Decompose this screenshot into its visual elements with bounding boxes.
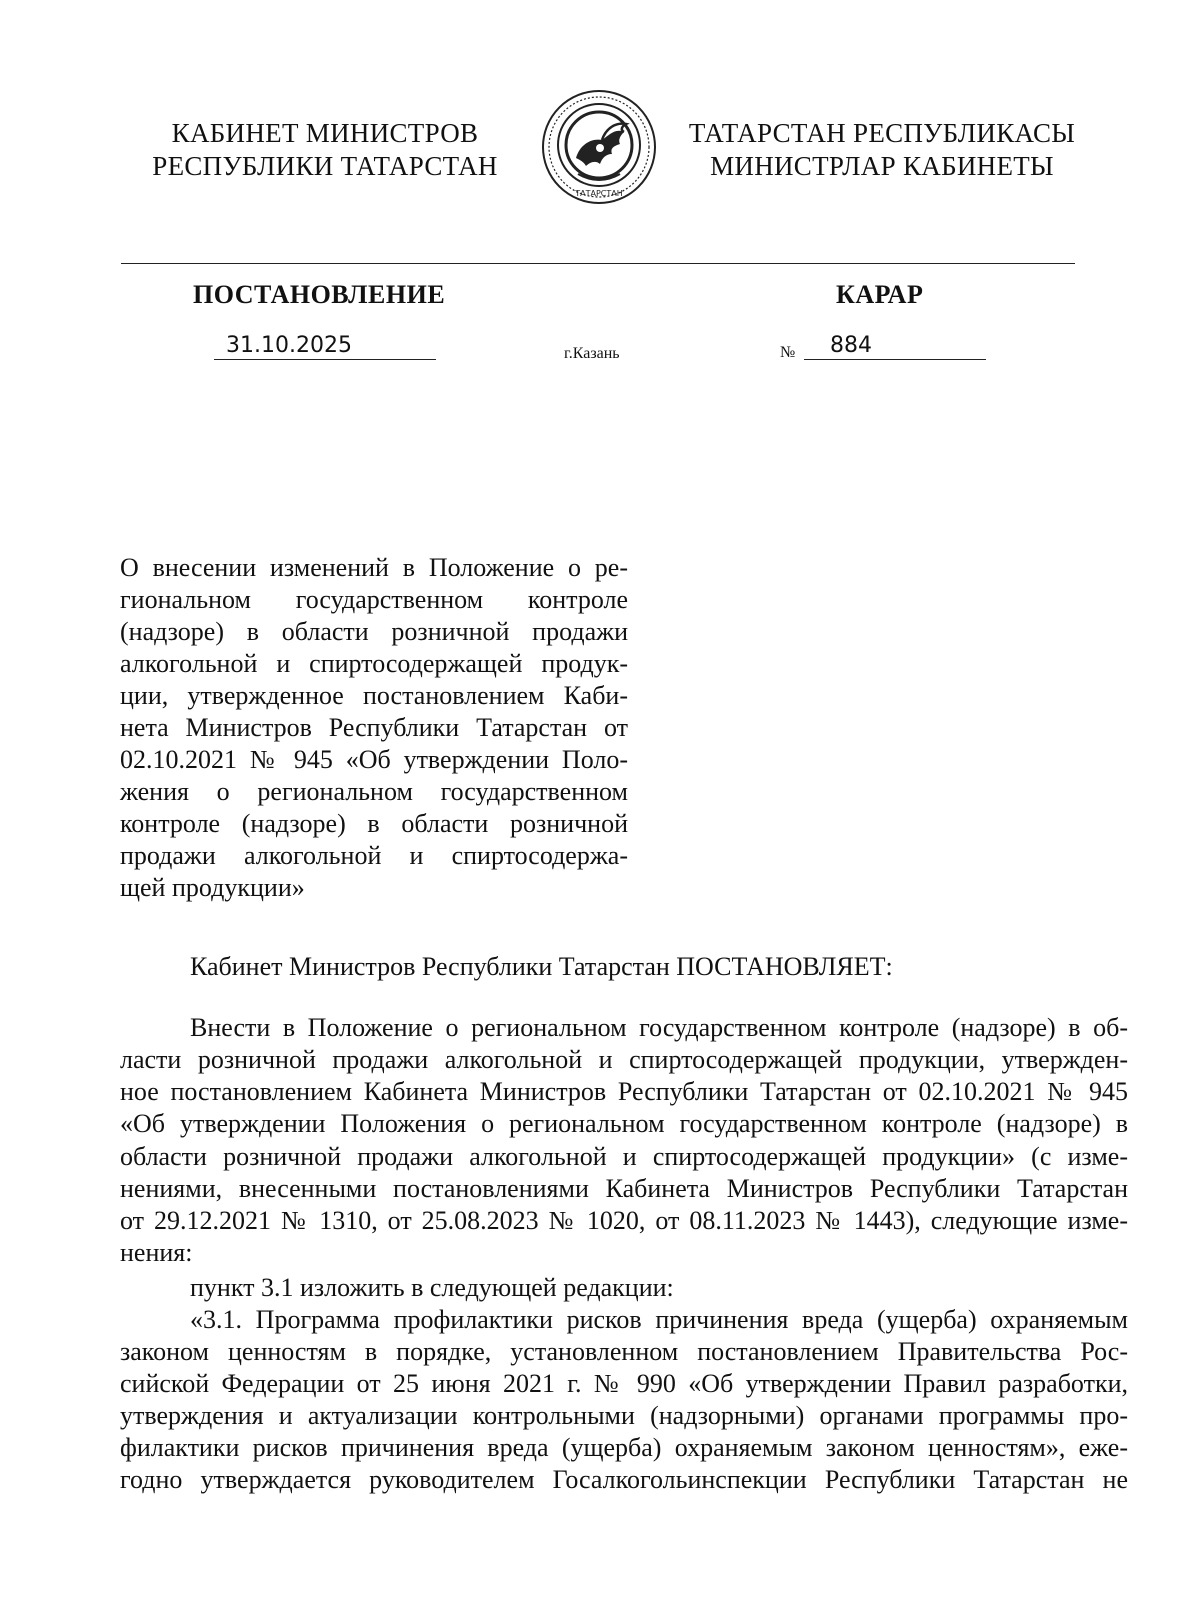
paragraph-line: «3.1. Программа профилактики рисков причинения вреда (ущерба) охраняемым: [190, 1305, 1128, 1334]
issuer-ru: [120, 117, 530, 183]
tatarstan-emblem-icon: [540, 88, 658, 206]
title-line: ции, утвержденное постановлением Каби-: [120, 681, 628, 710]
doc-number-label: №: [780, 344, 796, 361]
title-line: жения о региональном государственном: [120, 777, 628, 806]
title-line: (надзоре) в области розничной продажи: [120, 617, 628, 646]
issuer-ru-line1: КАБИНЕТ МИНИСТРОВ: [171, 118, 479, 148]
paragraph-line: филактики рисков причинения вреда (ущерба) охраняемым законом ценностям», еже-: [120, 1433, 1128, 1462]
paragraph-line: сийской Федерации от 25 июня 2021 г. № 990 «Об утверждении Правил разработки,: [120, 1369, 1128, 1398]
title-line: гиональном государственном контроле: [120, 585, 628, 614]
doc-city: г.Казань: [564, 345, 620, 362]
paragraph-line: нения:: [120, 1238, 193, 1267]
paragraph-line: области розничной продажи алкогольной и спиртосодержащей продукции» (с изме-: [120, 1142, 1128, 1171]
paragraph-line: от 29.12.2021 № 1310, от 25.08.2023 № 1020, от 08.11.2023 № 1443), следующие изме-: [120, 1206, 1128, 1235]
title-line: алкогольной и спиртосодержащей продук-: [120, 649, 628, 678]
paragraph-line: Внести в Положение о региональном государственном контроле (надзоре) в об-: [190, 1013, 1128, 1042]
resolves-line: Кабинет Министров Республики Татарстан ПОСТАНОВЛЯЕТ:: [190, 952, 893, 981]
paragraph-line: ласти розничной продажи алкогольной и спиртосодержащей продукции, утвержден-: [120, 1045, 1128, 1074]
header-divider: [121, 263, 1075, 264]
doc-type-tt: КАРАР: [836, 280, 924, 309]
title-line: О внесении изменений в Положение о ре-: [120, 553, 628, 582]
paragraph-line: нениями, внесенными постановлениями Кабинета Министров Республики Татарстан: [120, 1174, 1128, 1203]
number-underline: [804, 359, 986, 360]
issuer-tt-line2: МИНИСТРЛАР КАБИНЕТЫ: [710, 151, 1054, 181]
issuer-tt-line1: ТАТАРСТАН РЕСПУБЛИКАСЫ: [688, 118, 1076, 148]
doc-type-ru: ПОСТАНОВЛЕНИЕ: [193, 280, 446, 309]
doc-title: [120, 552, 628, 904]
issuer-tt: [672, 117, 1092, 183]
paragraph-line: утверждения и актуализации контрольными (надзорными) органами программы про-: [120, 1401, 1128, 1430]
title-line: продажи алкогольной и спиртосодержа-: [120, 841, 628, 870]
title-line: 02.10.2021 № 945 «Об утверждении Поло-: [120, 745, 628, 774]
doc-date: 31.10.2025: [226, 333, 352, 358]
issuer-ru-line2: РЕСПУБЛИКИ ТАТАРСТАН: [152, 151, 498, 181]
date-underline: [214, 359, 436, 360]
title-line: нета Министров Республики Татарстан от: [120, 713, 628, 742]
paragraph-line: законом ценностям в порядке, установленном постановлением Правительства Рос-: [120, 1337, 1128, 1366]
paragraph-line: годно утверждается руководителем Госалкогольинспекции Республики Татарстан не: [120, 1465, 1128, 1494]
title-line: щей продукции»: [120, 873, 305, 902]
paragraph-line: ное постановлением Кабинета Министров Республики Татарстан от 02.10.2021 № 945: [120, 1077, 1128, 1106]
title-line: контроле (надзоре) в области розничной: [120, 809, 628, 838]
point-line: пункт 3.1 изложить в следующей редакции:: [190, 1273, 674, 1302]
doc-number: 884: [830, 333, 872, 358]
emblem-text: ТАТАРСТАН: [575, 189, 623, 198]
paragraph-line: «Об утверждении Положения о региональном государственном контроле (надзоре) в: [120, 1109, 1128, 1138]
